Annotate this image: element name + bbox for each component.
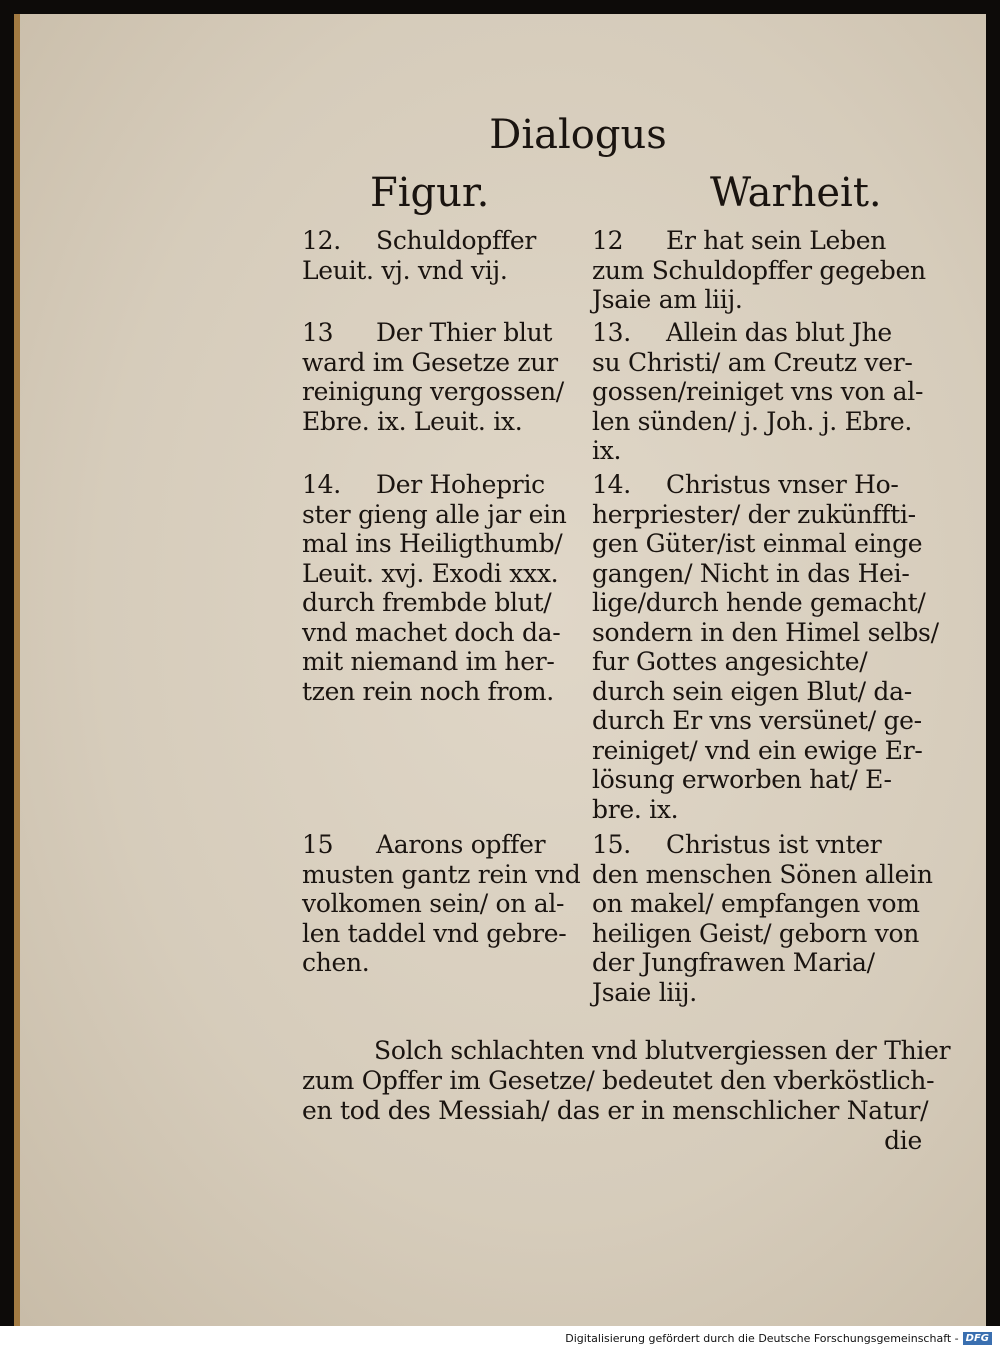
entry-line: ster gieng alle jar ein [302, 499, 567, 529]
figur-entry-14 [302, 470, 587, 706]
entry-number: 13. [592, 318, 631, 347]
book-page [14, 14, 986, 1326]
entry-number: 12 [592, 226, 624, 255]
entry-line: Der Thier blut [376, 318, 553, 347]
paragraph-line: zum Opffer im Gesetze/ bedeutet den vberköstlich- [302, 1066, 935, 1095]
paragraph-line: Solch schlachten vnd blutvergiessen der Thier [374, 1036, 951, 1065]
entry-number: 15. [592, 830, 631, 859]
entry-line: volkomen sein/ on al- [302, 889, 565, 918]
entry-line: Jsaie liij. [592, 977, 697, 1007]
entry-line: gossen/reiniget vns von al- [592, 377, 924, 406]
entry-line: Aarons opffer [376, 830, 546, 859]
entry-line: fur Gottes angesichte/ [592, 647, 868, 676]
entry-line: der Jungfrawen Maria/ [592, 948, 875, 977]
figur-entry-12 [302, 226, 587, 285]
footer-text: Digitalisierung gefördert durch die Deutsche Forschungsgemeinschaft - [565, 1332, 959, 1345]
entry-line: mal ins Heiligthumb/ [302, 529, 563, 558]
entry-line: Er hat sein Leben [666, 226, 887, 255]
warheit-entry-13 [592, 318, 927, 466]
entry-line: Allein das blut Jhe [666, 318, 892, 347]
entry-line: gangen/ Nicht in das Hei- [592, 558, 910, 588]
entry-line: sondern in den Himel selbs/ [592, 617, 939, 647]
entry-line: ward im Gesetze zur [302, 347, 558, 377]
figur-heading: Figur. [370, 170, 490, 216]
entry-number: 12. [302, 226, 341, 255]
entry-line: zum Schuldopffer gegeben [592, 255, 926, 285]
entry-line: durch Er vns versünet/ ge- [592, 706, 922, 735]
entry-line: ix. [592, 436, 622, 465]
entry-line: durch sein eigen Blut/ da- [592, 676, 912, 706]
dfg-logo-icon: DFG [963, 1332, 992, 1345]
entry-line: musten gantz rein vnd [302, 859, 581, 889]
paragraph-line: en tod des Messiah/ das er in menschlicher Natur/ [302, 1096, 929, 1125]
entry-line: mit niemand im her- [302, 647, 555, 676]
entry-line: Christus vnser Ho- [666, 470, 899, 499]
catchword: die [884, 1126, 922, 1155]
entry-line: lige/durch hende gemacht/ [592, 588, 926, 617]
entry-number: 13 [302, 318, 334, 347]
closing-paragraph [302, 1036, 951, 1156]
entry-line: Der Hohepric [376, 470, 545, 499]
entry-line: tzen rein noch from. [302, 676, 554, 706]
entry-line: Ebre. ix. Leuit. ix. [302, 406, 523, 436]
entry-number: 14. [592, 470, 631, 499]
entry-line: on makel/ empfangen vom [592, 889, 920, 918]
entry-line: gen Güter/ist einmal einge [592, 529, 923, 558]
page-heading: Dialogus [489, 112, 667, 158]
entry-line: su Christi/ am Creutz ver- [592, 347, 913, 377]
entry-line: len sünden/ j. Joh. j. Ebre. [592, 406, 913, 436]
entry-line: bre. ix. [592, 794, 679, 824]
entry-line: heiligen Geist/ geborn von [592, 918, 920, 948]
entry-line: Christus ist vnter [666, 830, 882, 859]
entry-line: den menschen Sönen allein [592, 859, 933, 889]
entry-line: len taddel vnd gebre- [302, 918, 567, 948]
entry-line: Jsaie am liij. [592, 285, 743, 314]
entry-line: reiniget/ vnd ein ewige Er- [592, 735, 923, 765]
entry-line: Schuldopffer [376, 226, 537, 255]
entry-line: reinigung vergossen/ [302, 377, 564, 406]
entry-line: herpriester/ der zukünffti- [592, 499, 916, 529]
entry-line: durch frembde blut/ [302, 588, 552, 617]
entry-line: Leuit. xvj. Exodi xxx. [302, 558, 559, 588]
entry-line: lösung erworben hat/ E- [592, 765, 892, 794]
entry-line: Leuit. vj. vnd vij. [302, 255, 508, 285]
warheit-heading: Warheit. [710, 170, 882, 216]
warheit-entry-12 [592, 226, 927, 315]
entry-line: vnd machet doch da- [302, 617, 561, 647]
figur-entry-15 [302, 830, 587, 978]
entry-number: 14. [302, 470, 341, 499]
entry-number: 15 [302, 830, 334, 859]
warheit-entry-14 [592, 470, 939, 824]
warheit-entry-15 [592, 830, 933, 1007]
figur-entry-13 [302, 318, 587, 436]
digitization-footer [0, 1326, 1000, 1351]
entry-line: chen. [302, 948, 370, 977]
